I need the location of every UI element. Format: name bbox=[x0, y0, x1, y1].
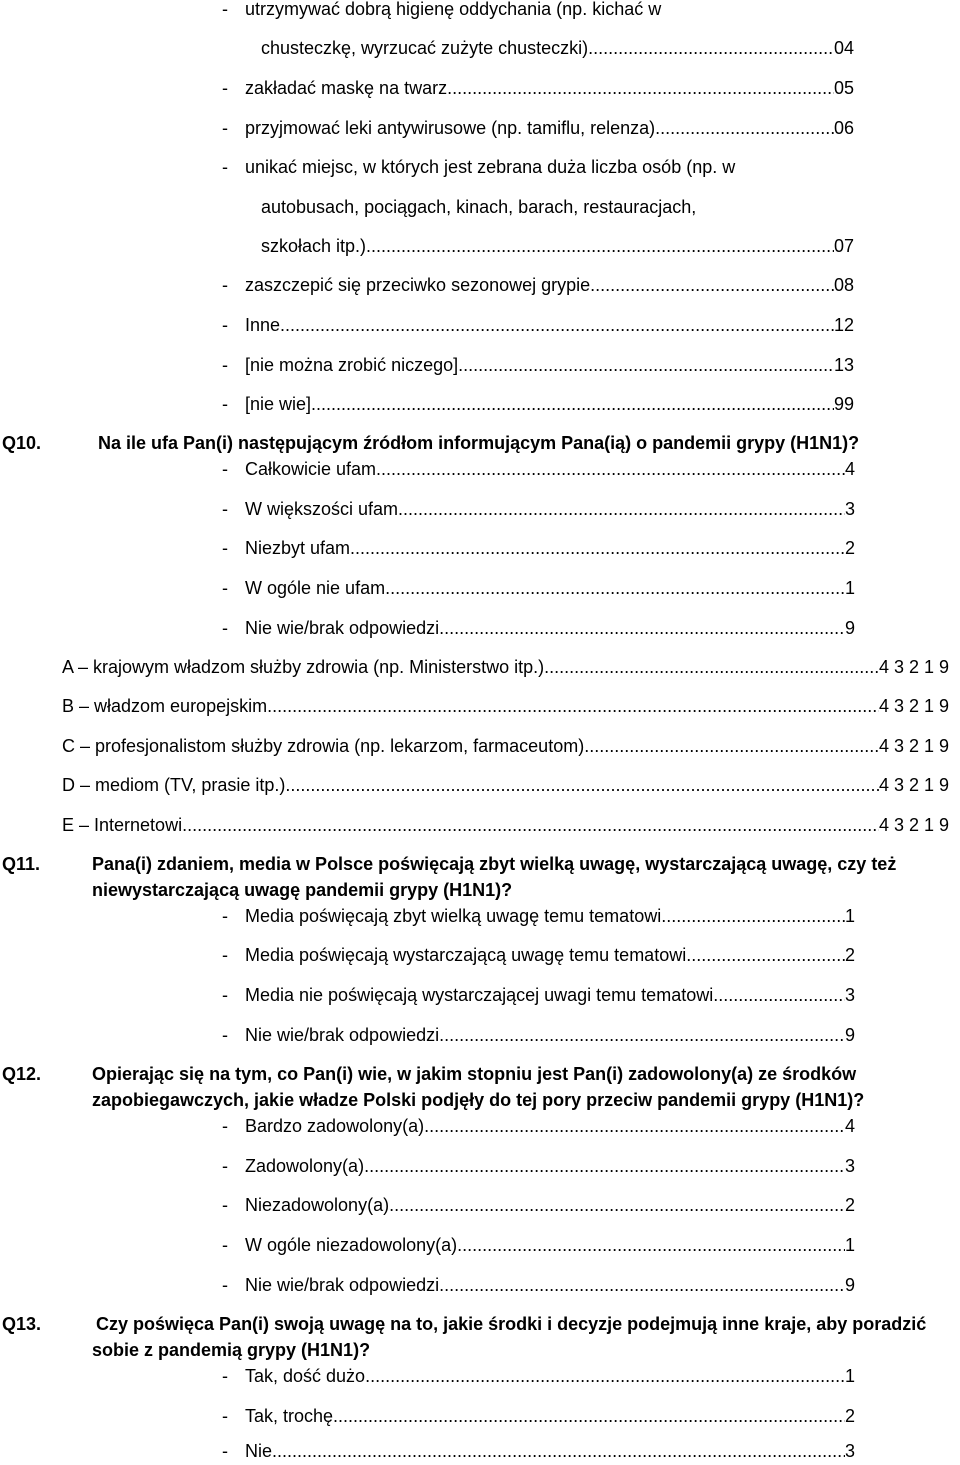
q13-question-line1: Czy poświęca Pan(i) swoją uwagę na to, jakie środki i decyzje podejmują inne kraje, aby poradzić bbox=[96, 1314, 927, 1334]
q9-option-04-line1: - utrzymywać dobrą higienę oddychania (np. kichać w bbox=[222, 0, 662, 19]
q12-header bbox=[0, 1060, 960, 1088]
q13-option-1: - Tak, dość dużo. ..... 1 bbox=[0, 1362, 960, 1390]
q9-option-07-line1: - unikać miejsc, w których jest zebrana duża liczba osób (np. w bbox=[222, 157, 736, 177]
q10-scale-3: - W większości ufam ..... 3 bbox=[0, 495, 960, 523]
q9-option-07: szkołach itp.) ..... 07 bbox=[0, 232, 960, 260]
q11-question-line1: Pana(i) zdaniem, media w Polsce poświęcają zbyt wielką uwagę, wystarczającą uwagę, czy też bbox=[92, 854, 897, 874]
q9-option-07-line2: autobusach, pociągach, kinach, barach, restauracjach, bbox=[261, 197, 697, 217]
q12-question-line2: zapobiegawczych, jakie władze Polski podjęły do tej pory przeciw pandemii grypy (H1N1)? bbox=[92, 1090, 865, 1110]
q10-source-a: A – krajowym władzom służby zdrowia (np. Ministerstwo itp.) ..... 4 3 2 1 9 bbox=[0, 653, 960, 681]
q11-option-9: - Nie wie/brak odpowiedzi ..... 9 bbox=[0, 1021, 960, 1049]
q11-header bbox=[0, 850, 960, 878]
q13-option-3: - Nie ..... 3 bbox=[0, 1437, 960, 1465]
q10-scale-9: - Nie wie/brak odpowiedzi ..... 9 bbox=[0, 614, 960, 642]
q9-option-05: - zakładać maskę na twarz ..... 05 bbox=[0, 74, 960, 102]
q10-number: Q10. bbox=[2, 433, 42, 453]
q12-option-3: - Zadowolony(a) ..... 3 bbox=[0, 1152, 960, 1180]
q11-question-line2: niewystarczającą uwagę pandemii grypy (H1N1)? bbox=[92, 880, 513, 900]
q10-header bbox=[0, 429, 960, 457]
q9-option-08: - zaszczepić się przeciwko sezonowej grypie ..... 08 bbox=[0, 271, 960, 299]
q11-option-2: - Media poświęcają wystarczającą uwagę temu tematowi. ..... 2 bbox=[0, 941, 960, 969]
q13-number: Q13. bbox=[2, 1314, 42, 1334]
q9-option-13: - [nie można zrobić niczego] ..... 13 bbox=[0, 351, 960, 379]
q10-source-c: C – profesjonalistom służby zdrowia (np. lekarzom, farmaceutom) ..... 4 3 2 1 9 bbox=[0, 732, 960, 760]
q12-option-4: - Bardzo zadowolony(a). ..... 4 bbox=[0, 1112, 960, 1140]
q10-scale-2: - Niezbyt ufam ..... 2 bbox=[0, 534, 960, 562]
q12-option-9: - Nie wie/brak odpowiedzi ..... 9 bbox=[0, 1271, 960, 1299]
q12-question-line1: Opierając się na tym, co Pan(i) wie, w jakim stopniu jest Pan(i) zadowolony(a) ze środków bbox=[92, 1064, 857, 1084]
q9-option-99: - [nie wie] ..... 99 bbox=[0, 390, 960, 418]
q12-number: Q12. bbox=[2, 1064, 42, 1084]
q10-source-b: B – władzom europejskim ..... 4 3 2 1 9 bbox=[0, 692, 960, 720]
q9-option-12: - Inne ..... 12 bbox=[0, 311, 960, 339]
q12-option-1: - W ogóle niezadowolony(a) ..... 1 bbox=[0, 1231, 960, 1259]
q11-question-line2-row bbox=[0, 876, 960, 904]
q13-option-2: - Tak, trochę ..... 2 bbox=[0, 1402, 960, 1430]
q10-source-e: E – Internetowi ..... 4 3 2 1 9 bbox=[0, 811, 960, 839]
q10-source-d: D – mediom (TV, prasie itp.) ..... 4 3 2 1 9 bbox=[0, 771, 960, 799]
q13-header bbox=[0, 1310, 960, 1338]
q12-option-2: - Niezadowolony(a) ..... 2 bbox=[0, 1191, 960, 1219]
q9-option-06: - przyjmować leki antywirusowe (np. tamiflu, relenza) ..... 06 bbox=[0, 114, 960, 142]
q10-question: Na ile ufa Pan(i) następującym źródłom informującym Pana(ią) o pandemii grypy (H1N1)? bbox=[98, 433, 860, 453]
q9-option-04: chusteczkę, wyrzucać zużyte chusteczki) ..... 04 bbox=[0, 34, 960, 62]
q11-number: Q11. bbox=[2, 854, 41, 874]
q11-option-1: - Media poświęcają zbyt wielką uwagę temu tematowi ..... 1 bbox=[0, 902, 960, 930]
q13-question-line2: sobie z pandemią grypy (H1N1)? bbox=[92, 1340, 371, 1360]
q10-scale-1: - W ogóle nie ufam ..... 1 bbox=[0, 574, 960, 602]
q13-question-line2-row bbox=[0, 1336, 960, 1364]
q10-scale-4: - Całkowicie ufam ..... 4 bbox=[0, 455, 960, 483]
q12-question-line2-row bbox=[0, 1086, 960, 1114]
q11-option-3: - Media nie poświęcają wystarczającej uwagi temu tematowi ..... 3 bbox=[0, 981, 960, 1009]
